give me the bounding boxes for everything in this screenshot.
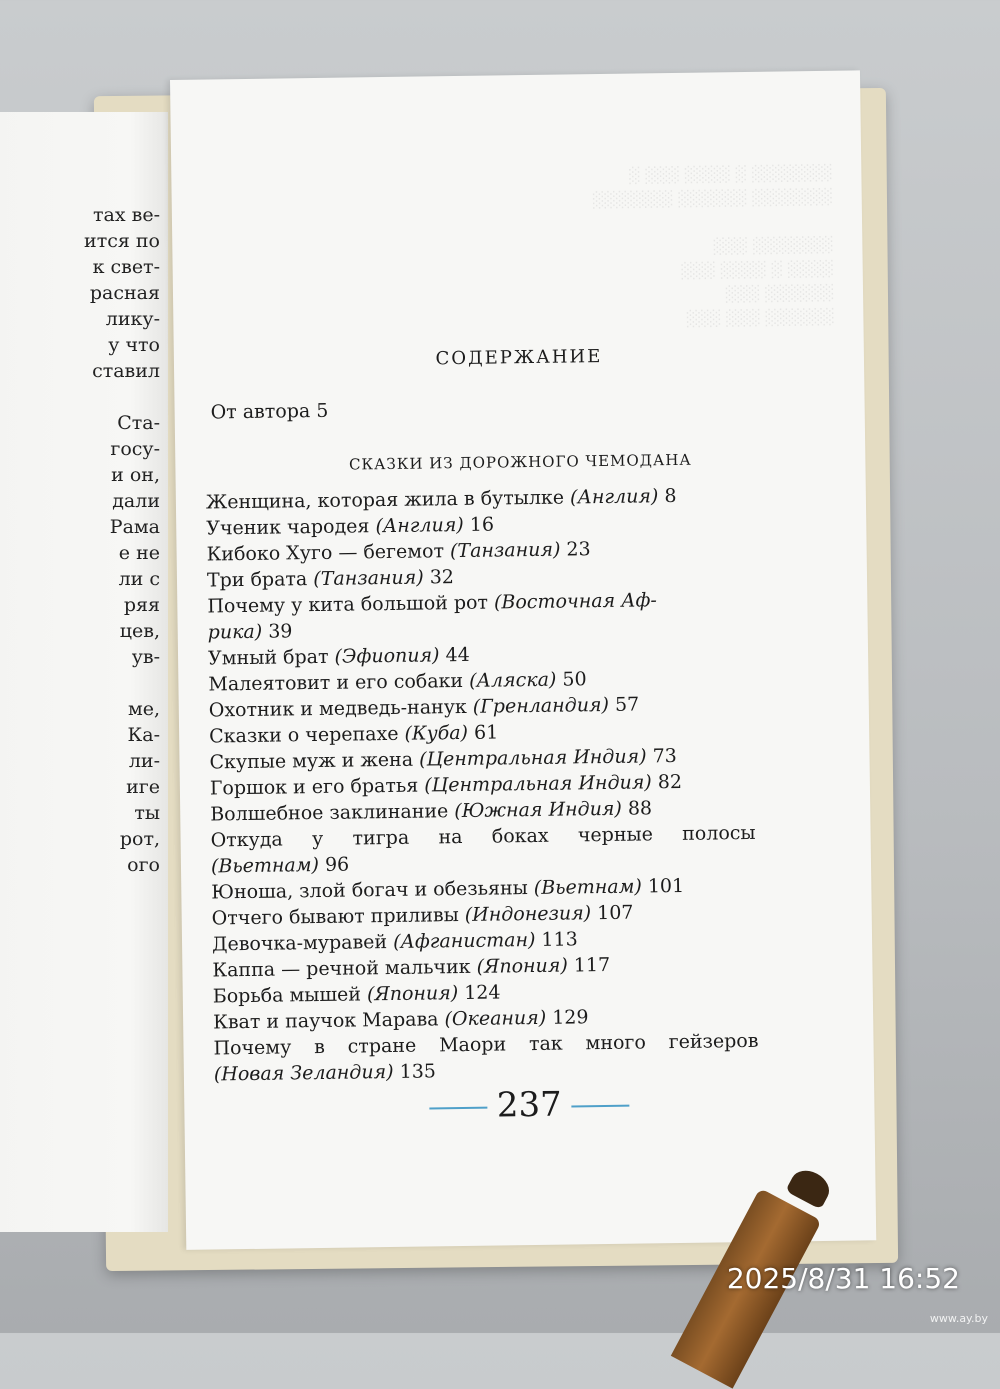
left-page-line: ув-: [131, 646, 160, 668]
toc-entry-page: 8: [658, 484, 677, 508]
left-page-text: [84, 202, 160, 878]
toc-entry-title: Почему у кита большой рот: [207, 591, 495, 618]
left-page-line: дали: [112, 490, 160, 512]
toc-entry-country: (Индонезия): [464, 902, 592, 926]
toc-entry-title: Горшок и его братья: [209, 774, 425, 800]
left-page-line: лику-: [105, 308, 160, 330]
page-number: [184, 1080, 874, 1130]
toc-entry-country: (Восточная Аф-: [493, 589, 658, 614]
toc-entry-title: Скупые муж и жена: [209, 748, 420, 774]
toc-entry-country: (Центральная Индия): [418, 745, 647, 771]
toc-entry-page: 107: [590, 901, 634, 925]
toc-entry-page: 88: [621, 797, 653, 820]
toc-entry-page: 101: [641, 874, 685, 898]
toc-entry-title: Откуда у тигра на боках черные полосы: [210, 821, 756, 852]
toc-entry-page: 39: [262, 620, 293, 643]
author-foreword-entry: От автора 5: [210, 399, 329, 424]
left-page-line: ты: [134, 802, 160, 824]
left-page: [0, 112, 168, 1232]
left-page-line: ли-: [128, 750, 160, 772]
left-page-line: ставил: [92, 360, 160, 382]
toc-entry-title: Волшебное заклинание: [210, 800, 455, 826]
left-page-line: ли с: [118, 568, 160, 590]
toc-entry-page: 23: [560, 538, 591, 561]
left-page-line: тах ве-: [93, 204, 160, 226]
toc-entry-country: (Океания): [444, 1006, 547, 1031]
toc-entry-title: Охотник и медведь-нанук: [208, 695, 473, 722]
toc-entry-page: 61: [467, 721, 499, 744]
toc-entry-title: Кват и паучок Марава: [213, 1008, 445, 1034]
toc-entry-page: 73: [646, 744, 677, 768]
toc-entry-country: (Вьетнам): [533, 875, 642, 899]
left-page-line: Ка-: [127, 724, 160, 746]
toc-entry-title: Малеятовит и его собаки: [208, 669, 470, 696]
left-page-line: ряя: [123, 594, 160, 616]
toc-entry-page: 135: [393, 1060, 437, 1083]
toc-entry-title: Каппа — речной мальчик: [212, 955, 477, 982]
toc-entry-country: (Центральная Индия): [424, 771, 652, 797]
toc-entry-title: Умный брат: [207, 645, 335, 670]
left-page-line: ого: [127, 854, 160, 876]
folio-rule-right: [572, 1105, 630, 1108]
toc-entry-page: 96: [318, 853, 350, 876]
table-of-contents: [206, 482, 759, 1088]
toc-entry-country: (Куба): [404, 721, 469, 745]
toc-entry-title: Отчего бывают приливы: [211, 903, 465, 930]
right-page: [170, 70, 876, 1250]
toc-entry-country: (Вьетнам): [210, 853, 320, 878]
toc-entry-country: (Англия): [375, 513, 464, 538]
left-page-line: у что: [108, 334, 160, 356]
toc-entry-title: Борьба мышей: [212, 983, 368, 1008]
left-page-line: [84, 384, 160, 410]
toc-entry-page: 50: [556, 668, 587, 691]
left-page-line: госу-: [110, 438, 160, 460]
left-page-line: и он,: [111, 464, 160, 486]
toc-entry-page: 129: [546, 1006, 589, 1029]
left-page-line: расная: [89, 282, 160, 304]
toc-entry-page: 16: [463, 513, 495, 536]
toc-entry-page: 117: [567, 953, 611, 977]
toc-entry-country: (Англия): [569, 485, 659, 509]
toc-entry-page: 113: [535, 928, 578, 951]
page-number-value: 237: [496, 1084, 563, 1126]
toc-entry-page: 32: [423, 566, 455, 589]
toc-entry-country: (Танзания): [313, 566, 424, 591]
toc-entry-country: (Афганистан): [393, 928, 536, 953]
left-page-line: ме,: [127, 698, 160, 720]
left-page-line: к свет-: [92, 256, 160, 278]
toc-entry-title: Кибоко Хуго — бегемот: [206, 540, 451, 566]
toc-entry-country: (Япония): [476, 954, 568, 978]
toc-entry-country: (Аляска): [469, 668, 557, 692]
toc-entry-title: Женщина, которая жила в бутылке: [205, 486, 571, 514]
toc-entry-page: 124: [458, 981, 501, 1005]
toc-entry-country: рика): [207, 620, 263, 644]
toc-entry-title: Девочка-муравей: [211, 930, 394, 956]
toc-entry-title: Юноша, злой богач и обезьяны: [211, 876, 535, 904]
photo-timestamp: 2025/8/31 16:52: [726, 1262, 960, 1295]
left-page-line: [84, 670, 160, 696]
show-through-text: ░░░░░░░ ░ ░░░░ ░░░ ░ ░░░░░░░ ░░░░░░ ░░░░░░░ ░░░░░░░ ░░░ ░░░░ ░ ░░░░ ░░░ ░░░░░░ ░░░ ░░░░░░ ░░░ ░░░: [591, 163, 834, 328]
left-page-line: е не: [118, 542, 160, 564]
toc-entry-page: 57: [608, 693, 640, 716]
toc-entry-country: (Танзания): [449, 538, 561, 563]
toc-entry-title: Три брата: [206, 568, 314, 592]
section-heading: СКАЗКИ ИЗ ДОРОЖНОГО ЧЕМОДАНА: [348, 450, 692, 474]
toc-entry-title: Ученик чародея: [206, 515, 376, 540]
toc-entry-page: 44: [439, 643, 470, 667]
toc-entry-page: 82: [651, 770, 683, 794]
page-title: СОДЕРЖАНИЕ: [435, 345, 603, 370]
toc-entry-country: (Новая Зеландия): [213, 1060, 394, 1086]
toc-entry-title: Сказки о черепахе: [209, 722, 405, 748]
toc-entry-country: (Япония): [366, 982, 459, 1006]
site-watermark: www.ay.by: [929, 1312, 988, 1325]
left-page-line: цев,: [119, 620, 160, 642]
toc-entry-title: Почему в стране Маори так много гейзеров: [213, 1029, 759, 1060]
toc-entry-country: (Гренландия): [472, 693, 610, 718]
toc-entry-country: (Эфиопия): [334, 644, 440, 668]
left-page-line: Ста-: [117, 412, 160, 434]
toc-entry-country: (Южная Индия): [454, 797, 622, 823]
left-page-line: ится по: [84, 230, 160, 252]
left-page-line: иге: [126, 776, 160, 798]
folio-rule-left: [429, 1107, 487, 1110]
left-page-line: рот,: [119, 828, 160, 850]
left-page-line: Рама: [109, 516, 160, 538]
